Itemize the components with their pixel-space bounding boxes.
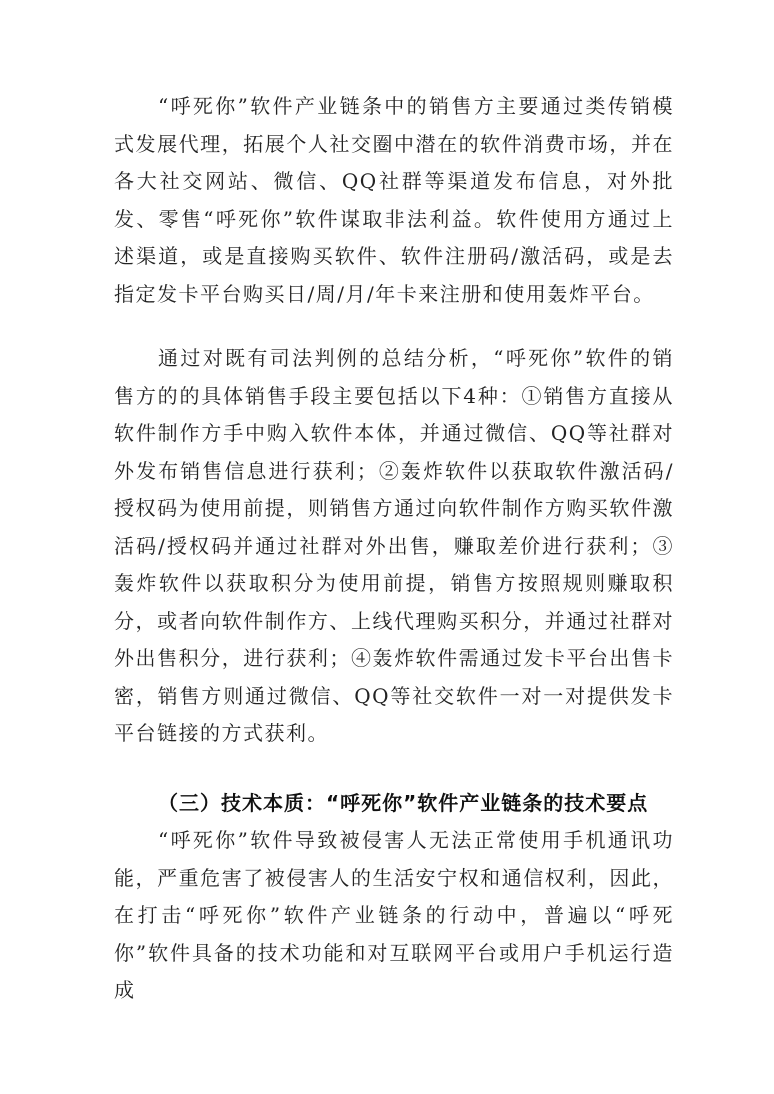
paragraph-sales-methods: 通过对既有司法判例的总结分析，“呼死你”软件的销售方的的具体销售手段主要包括以下4种：①销售方直接从软件制作方手中购入软件本体，并通过微信、QQ等社群对外发布销售信息进行获利；②轰炸软件以获取软件激活码/授权码为使用前提，则销售方通过向软件制作方购买软件激活码/授权码并通过社群对外出售，赚取差价进行获利；③轰炸软件以获取积分为使用前提，销售方按照规则赚取积分，或者向软件制作方、上线代理购买积分，并通过社群对外出售积分，进行获利；④轰炸软件需通过发卡平台出售卡密，销售方则通过微信、QQ等社交软件一对一对提供发卡平台链接的方式获利。 [114, 346, 674, 745]
section-heading: （三）技术本质：“呼死你”软件产业链条的技术要点 [158, 791, 649, 815]
paragraph-technical-nature: “呼死你”软件导致被侵害人无法正常使用手机通讯功能，严重危害了被侵害人的生活安宁权和通信权利，因此，在打击“呼死你”软件产业链条的行动中，普遍以“呼死你”软件具备的技术功能和对互联网平台或用户手机运行造成 [114, 828, 674, 1002]
paragraph-sales-channels: “呼死你”软件产业链条中的销售方主要通过类传销模式发展代理，拓展个人社交圈中潜在的软件消费市场，并在各大社交网站、微信、QQ社群等渠道发布信息，对外批发、零售“呼死你”软件谋取非法利益。软件使用方通过上述渠道，或是直接购买软件、软件注册码/激活码，或是去指定发卡平台购买日/周/月/年卡来注册和使用轰炸平台。 [114, 94, 674, 306]
